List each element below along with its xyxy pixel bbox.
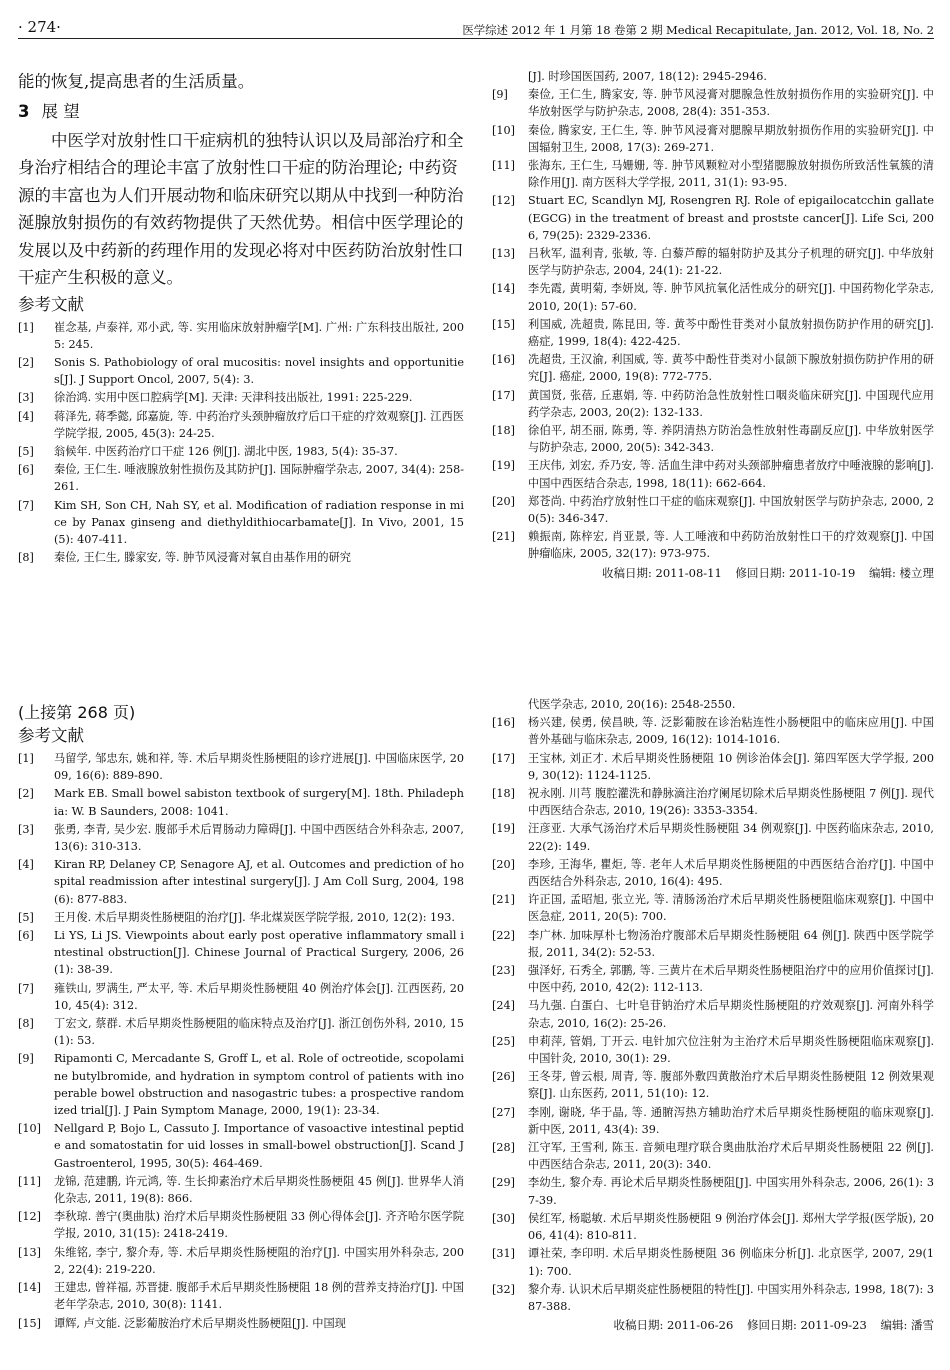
reference-text: 王宝林, 刘正才. 术后早期炎性肠梗阻 10 例诊治体会[J]. 第四军医大学学报, 2009, 30(12): 1124-1125. (528, 751, 934, 782)
page-number: · 274· (18, 18, 61, 36)
reference-text: 江守军, 王雪利, 陈玉. 音频电理疗联合奥曲肽治疗术后早期炎性肠梗阻 22 例[J]. 中西医结合杂志, 2011, 20(3): 340. (528, 1141, 934, 1172)
reference-number: [6] (18, 463, 34, 477)
reference-item (18, 1208, 464, 1242)
reference-number: [14] (492, 282, 515, 296)
section-heading (18, 98, 464, 125)
reference-item (492, 856, 934, 890)
reference-text: 王建忠, 曾祥福, 苏晋捷. 腹部手术后早期炎性肠梗阻 18 例的营养支持治疗[J]. 中国老年学杂志, 2010, 30(8): 1141. (54, 1281, 464, 1312)
reference-number: [10] (18, 1122, 41, 1136)
reference-number: [17] (492, 388, 515, 402)
reference-item (492, 351, 934, 385)
reference-text: 王庆伟, 刘宏, 乔乃安, 等. 活血生津中药对头颈部肿瘤患者放疗中唾液腺的影响[J]. 中国中西医结合杂志, 1998, 18(11): 662-664. (528, 459, 934, 490)
reference-number: [20] (492, 494, 515, 508)
reference-number: [21] (492, 893, 515, 907)
reference-text: 侯红军, 杨聪敏. 术后早期炎性肠梗阻 9 例治疗体会[J]. 郑州大学学报(医学版), 2006, 41(4): 810-811. (528, 1211, 934, 1243)
reference-number: [4] (18, 409, 34, 423)
reference-number: [11] (492, 159, 515, 173)
references-heading: 参考文献 (18, 294, 84, 314)
reference-item (492, 1174, 934, 1208)
reference-text: 张海东, 王仁生, 马姗姗, 等. 肿节风颗粒对小型猪腮腺放射损伤所致活性氧簇的清除作用[J]. 南方医科大学学报, 2011, 31(1): 93-95. (528, 159, 934, 190)
reference-item (18, 1315, 464, 1332)
reference-item (492, 157, 934, 191)
reference-text: 徐治鸿. 实用中医口腔病学[M]. 天津: 天津科技出版社, 1991: 225-229. (54, 391, 413, 405)
reference-text: 张勇, 李青, 吴少宏. 腹部手术后胃肠动力障碍[J]. 中国中西医结合外科杂志, 2007, 13(6): 310-313. (54, 822, 464, 854)
reference-text: 申莉萍, 管娟, 丁开云. 电针加穴位注射为主治疗术后早期炎性肠梗阻临床观察[J]. 中国针灸, 2010, 30(1): 29. (528, 1034, 934, 1066)
reference-item (492, 750, 934, 784)
reference-item (18, 821, 464, 855)
received-date: 收稿日期: 2011-06-26 (613, 1318, 734, 1333)
reference-text: 王冬芽, 曾云根, 周青, 等. 腹部外敷四黄散治疗术后早期炎性肠梗阻 12 例效果观察[J]. 山东医药, 2011, 51(10): 12. (528, 1070, 934, 1101)
reference-item (492, 820, 934, 854)
reference-text: 秦俭, 王仁生, 滕家安, 等. 肿节风浸膏对氧自由基作用的研究 (54, 551, 351, 565)
reference-text: 杨兴建, 侯勇, 侯昌映, 等. 泛影葡胺在诊治粘连性小肠梗阻中的临床应用[J]. 中国普外基础与临床杂志, 2009, 16(12): 1014-1016. (528, 716, 934, 747)
received-date: 收稿日期: 2011-08-11 (601, 565, 722, 580)
reference-text: 强泽好, 石秀全, 郭鹏, 等. 三黄片在术后早期炎性肠梗阻治疗中的应用价值探讨[J]. 中医中药, 2010, 42(2): 112-113. (528, 964, 934, 995)
body-paragraph: 中医学对放射性口干症病机的独特认识以及局部治疗和全身治疗相结合的理论丰富了放射性口干症的防治理论; 中药资源的丰富也为人们开展动物和临床研究以期从中找到一种防治涎腺放射损伤的有效药物提供了天然优势。相信中医学理论的发展以及中药新的药理作用的发现必将对中医药防治放射性口干症产生积极的意义。 (18, 130, 464, 287)
article-dates (492, 564, 934, 582)
reference-item (492, 962, 934, 996)
reference-number: [1] (18, 320, 34, 334)
reference-number: [29] (492, 1176, 515, 1190)
reference-text: 冼超贵, 王汉渝, 利国威, 等. 黄芩中酚性苷类对小鼠颌下腺放射损伤防护作用的研究[J]. 癌症, 2000, 19(8): 772-775. (528, 353, 934, 384)
reference-text: 赖振南, 陈梓宏, 肖亚景, 等. 人工唾液和中药防治放射性口干的疗效观察[J]. 中国肿瘤临床, 2005, 32(17): 973-975. (528, 530, 934, 561)
reference-number: [19] (492, 822, 515, 836)
reference-item (492, 997, 934, 1031)
reference-list (492, 714, 934, 1315)
reference-text: Kiran RP, Delaney CP, Senagore AJ, et al. Outcomes and prediction of hospital readmission after intestinal surgery[J]. J Am Coll Surg, 2004, 198(6): 877-883. (54, 858, 464, 906)
reference-number: [26] (492, 1070, 515, 1084)
editor: 编辑: 楼立理 (868, 565, 934, 580)
reference-item (18, 443, 464, 460)
reference-text: 龙锦, 范建鹏, 许元鸿, 等. 生长抑素治疗术后早期炎性肠梗阻 45 例[J]. 世界华人消化杂志, 2011, 19(8): 866. (54, 1174, 464, 1206)
page-header (18, 14, 934, 39)
reference-text: 马九强. 白蛋白、七叶皂苷钠治疗术后早期炎性肠梗阻的疗效观察[J]. 河南外科学杂志, 2010, 16(2): 25-26. (528, 999, 934, 1030)
reference-number: [30] (492, 1211, 515, 1225)
journal-running-title: 医学综述 2012 年 1 月第 18 卷第 2 期 Medical Recapitulate, Jan. 2012, Vol. 18, No. 2 (462, 23, 934, 37)
reference-item (492, 422, 934, 456)
reference-item (18, 1244, 464, 1278)
reference-item (18, 1279, 464, 1313)
article1-right-column (492, 68, 934, 582)
reference-number: [25] (492, 1034, 515, 1048)
editor: 编辑: 潘雪 (880, 1318, 934, 1333)
section-title: 展 望 (41, 101, 80, 121)
reference-text: 李幼生, 黎介寿. 再论术后早期炎性肠梗阻[J]. 中国实用外科杂志, 2006, 26(1): 37-39. (528, 1176, 934, 1207)
reference-item (492, 387, 934, 421)
reference-number: [9] (18, 1052, 34, 1066)
reference-text: 许正国, 孟昭旭, 张立光, 等. 清肠汤治疗术后早期炎性肠梗阻临床观察[J]. 中国中医急症, 2011, 20(5): 700. (528, 893, 934, 924)
reference-number: [3] (18, 391, 34, 405)
reference-number: [28] (492, 1141, 515, 1155)
reference-item (18, 389, 464, 406)
reference-number: [12] (492, 194, 515, 208)
reference-text: Stuart EC, Scandlyn MJ, Rosengren RJ. Role of epigailocatcchin gallate(EGCG) in the treatment of breast and prostste cancer[J]. Life Sci, 2006, 79(25): 2329-2336. (528, 194, 934, 242)
reference-number: [16] (492, 716, 515, 730)
revised-date: 修回日期: 2011-09-23 (746, 1318, 867, 1333)
reference-number: [9] (492, 88, 508, 102)
reference-number: [27] (492, 1105, 515, 1119)
reference-text: 谭社荣, 李印明. 术后早期炎性肠梗阻 36 例临床分析[J]. 北京医学, 2007, 29(11): 700. (528, 1247, 934, 1278)
reference-continuation: [J]. 时珍国医国药, 2007, 18(12): 2945-2946. (528, 70, 767, 83)
section-number: 3 (18, 101, 30, 121)
reference-item (18, 497, 464, 549)
reference-text: Ripamonti C, Mercadante S, Groff L, et al. Role of octreotide, scopolamine butylbromide, and hydration in symptom control of patients with inoperable bowel obstruction and nasogastric tubes: a prospective randomized trial[J]. J Pain Symptom Manage, 2000, 19(1): 23-34. (54, 1052, 464, 1118)
reference-list (492, 86, 934, 562)
reference-continuation: 代医学杂志, 2010, 20(16): 2548-2550. (528, 698, 736, 711)
article1-left-column (18, 68, 464, 567)
reference-item (18, 750, 464, 784)
reference-number: [5] (18, 910, 34, 924)
reference-text: 李秋琼. 善宁(奥曲肽) 治疗术后早期炎性肠梗阻 33 例心得体会[J]. 齐齐哈尔医学院学报, 2010, 31(15): 2418-2419. (54, 1210, 464, 1241)
reference-number: [20] (492, 857, 515, 871)
reference-text: 崔念基, 卢泰祥, 邓小武, 等. 实用临床放射肿瘤学[M]. 广州: 广东科技出版社, 2005: 245. (54, 320, 464, 351)
reference-item (492, 528, 934, 562)
reference-item (18, 354, 464, 388)
reference-item (18, 1120, 464, 1172)
reference-item (492, 1245, 934, 1279)
reference-text: 谭辉, 卢文能. 泛影葡胺治疗术后早期炎性肠梗阻[J]. 中国现 (54, 1316, 346, 1330)
reference-text: 秦俭, 王仁生, 腾家安, 等. 肿节风浸膏对腮腺急性放射损伤作用的实验研究[J]. 中华放射医学与防护杂志, 2008, 28(4): 351-353. (528, 88, 934, 119)
reference-number: [24] (492, 999, 515, 1013)
reference-item (18, 461, 464, 495)
reference-number: [18] (492, 787, 515, 801)
reference-text: 李珍, 王海华, 瞿炬, 等. 老年人术后早期炎性肠梗阻的中西医结合治疗[J]. 中国中西医结合外科杂志, 2010, 16(4): 495. (528, 857, 934, 889)
reference-list (18, 319, 464, 567)
reference-text: 利国威, 冼超贵, 陈昆田, 等. 黄芩中酚性苷类对小鼠放射损伤防护作用的研究[J]. 癌症, 1999, 18(4): 422-425. (528, 317, 934, 349)
reference-text: 王月俊. 术后早期炎性肠梗阻的治疗[J]. 华北煤炭医学院学报, 2010, 12(2): 193. (54, 910, 455, 924)
reference-text: 黎介寿. 认识术后早期炎症性肠梗阻的特性[J]. 中国实用外科杂志, 1998, 18(7): 387-388. (528, 1282, 934, 1313)
reference-number: [21] (492, 530, 515, 544)
reference-item (18, 549, 464, 566)
reference-number: [4] (18, 858, 34, 872)
reference-item (492, 1210, 934, 1244)
reference-text: 李广林. 加味厚朴七物汤治疗腹部术后早期炎性肠梗阻 64 例[J]. 陕西中医学院学报, 2011, 34(2): 52-53. (528, 928, 934, 959)
reference-number: [11] (18, 1174, 41, 1188)
reference-number: [12] (18, 1210, 41, 1224)
reference-number: [3] (18, 822, 34, 836)
article2-right-column (492, 696, 934, 1334)
reference-text: 蒋泽先, 蒋季懿, 邱嘉旋, 等. 中药治疗头颈肿瘤放疗后口干症的疗效观察[J]. 江西医学院学报, 2005, 45(3): 24-25. (54, 409, 464, 440)
reference-number: [7] (18, 981, 34, 995)
reference-text: 秦俭, 腾家安, 王仁生, 等. 肿节风浸膏对腮腺早期放射损伤作用的实验研究[J]. 中国辐射卫生, 2008, 17(3): 269-271. (528, 123, 934, 154)
reference-number: [15] (18, 1316, 41, 1330)
revised-date: 修回日期: 2011-10-19 (735, 565, 856, 580)
reference-item (492, 122, 934, 156)
reference-number: [13] (492, 247, 515, 261)
references-heading: 参考文献 (18, 726, 84, 745)
reference-number: [10] (492, 123, 515, 137)
reference-text: 雍铁山, 罗满生, 严太平, 等. 术后早期炎性肠梗阻 40 例治疗体会[J]. 江西医药, 2010, 45(4): 312. (54, 981, 464, 1012)
reference-number: [17] (492, 751, 515, 765)
reference-item (492, 1068, 934, 1102)
reference-number: [14] (18, 1281, 41, 1295)
reference-number: [18] (492, 424, 515, 438)
reference-text: 马留学, 邹忠东, 姚和祥, 等. 术后早期炎性肠梗阻的诊疗进展[J]. 中国临床医学, 2009, 16(6): 889-890. (54, 752, 464, 783)
reference-item (18, 909, 464, 926)
reference-item (492, 785, 934, 819)
intro-text: 能的恢复,提高患者的生活质量。 (18, 72, 255, 91)
reference-text: 吕秋军, 温利青, 张敏, 等. 白藜芦醇的辐射防护及其分子机理的研究[J]. 中华放射医学与防护杂志, 2004, 24(1): 21-22. (528, 247, 934, 278)
reference-number: [23] (492, 964, 515, 978)
article-dates (492, 1316, 934, 1334)
reference-number: [2] (18, 355, 34, 369)
reference-number: [32] (492, 1282, 515, 1296)
reference-number: [7] (18, 498, 34, 512)
reference-number: [15] (492, 317, 515, 331)
reference-number: [8] (18, 551, 34, 565)
reference-text: 秦俭, 王仁生. 唾液腺放射性损伤及其防护[J]. 国际肿瘤学杂志, 2007, 34(4): 258-261. (54, 463, 464, 494)
reference-text: 郑苍尚. 中药治疗放射性口干症的临床观察[J]. 中国放射医学与防护杂志, 2000, 20(5): 346-347. (528, 494, 934, 526)
reference-text: Sonis S. Pathobiology of oral mucositis: novel insights and opportunities[J]. J Support Oncol, 2007, 5(4): 3. (54, 355, 464, 387)
reference-number: [19] (492, 459, 515, 473)
reference-item (492, 493, 934, 527)
reference-item (18, 319, 464, 353)
reference-number: [6] (18, 929, 34, 943)
reference-item (492, 1139, 934, 1173)
reference-item (18, 927, 464, 979)
reference-item (492, 1104, 934, 1138)
reference-item (492, 1033, 934, 1067)
reference-text: 李刚, 谢晓, 华于晶, 等. 通腑泻热方辅助治疗术后早期炎性肠梗阻的临床观察[J]. 新中医, 2011, 43(4): 39. (528, 1105, 934, 1136)
reference-text: Kim SH, Son CH, Nah SY, et al. Modification of radiation response in mice by Panax ginseng and diethyldithiocarbamate[J]. In Vivo, 2001, 15(5): 407-411. (54, 498, 464, 546)
reference-number: [13] (18, 1245, 41, 1259)
reference-text: Nellgard P, Bojo L, Cassuto J. Importance of vasoactive intestinal peptide and somatostatin for uid losses in small-bowel obstruction[J]. Scand J Gastroenterol, 1995, 30(5): 464-469. (54, 1122, 464, 1170)
reference-text: 祝永刚. 川芎 腹腔灌洗和静脉滴注治疗阑尾切除术后早期炎性肠梗阻 7 例[J]. 现代中西医结合杂志, 2010, 19(26): 3353-3354. (528, 787, 934, 818)
reference-item (18, 1173, 464, 1207)
reference-number: [31] (492, 1247, 515, 1261)
reference-number: [22] (492, 928, 515, 942)
reference-text: 徐伯平, 胡丕丽, 陈勇, 等. 养阴清热方防治急性放射性毒副反应[J]. 中华放射医学与防护杂志, 2000, 20(5): 342-343. (528, 424, 934, 455)
reference-text: Mark EB. Small bowel sabiston textbook of surgery[M]. 18th. Philadephia: W. B Saunders, 2008: 1041. (54, 787, 464, 818)
reference-item (492, 280, 934, 314)
reference-item (18, 856, 464, 908)
reference-number: [8] (18, 1017, 34, 1031)
reference-item (492, 86, 934, 120)
reference-number: [1] (18, 752, 34, 765)
reference-item (492, 1281, 934, 1315)
reference-text: 李先霞, 黄明菊, 李妍岚, 等. 肿节风抗氧化活性成分的研究[J]. 中国药物化学杂志, 2010, 20(1): 57-60. (528, 282, 934, 313)
reference-text: 朱维铭, 李宁, 黎介寿, 等. 术后早期炎性肠梗阻的治疗[J]. 中国实用外科杂志, 2002, 22(4): 219-220. (54, 1245, 464, 1276)
reference-item (492, 927, 934, 961)
reference-number: [16] (492, 353, 515, 367)
reference-text: 汪彦亚. 大承气汤治疗术后早期炎性肠梗阻 34 例观察[J]. 中医药临床杂志, 2010, 22(2): 149. (528, 822, 934, 853)
reference-item (18, 1015, 464, 1049)
reference-item (18, 785, 464, 819)
reference-item (492, 891, 934, 925)
continued-from-note: (上接第 268 页) (18, 703, 136, 722)
reference-number: [2] (18, 787, 34, 801)
reference-text: Li YS, Li JS. Viewpoints about early post operative inflammatory small intestinal obstruction[J]. Chinese Journal of Practical Surgery, 2006, 26(1): 38-39. (54, 929, 464, 977)
reference-number: [5] (18, 444, 34, 458)
reference-item (492, 192, 934, 244)
reference-item (18, 408, 464, 442)
reference-item (18, 1050, 464, 1119)
reference-item (492, 245, 934, 279)
reference-item (492, 457, 934, 491)
reference-text: 翁候年. 中医药治疗口干症 126 例[J]. 湖北中医, 1983, 5(4): 35-37. (54, 444, 398, 458)
reference-item (492, 316, 934, 350)
reference-text: 黄国贤, 张蓓, 丘惠娟, 等. 中药防治急性放射性口咽炎临床研究[J]. 中国现代应用药学杂志, 2003, 20(2): 132-133. (528, 388, 934, 419)
reference-text: 丁宏文, 蔡群. 术后早期炎性肠梗阻的临床特点及治疗[J]. 浙江创伤外科, 2010, 15(1): 53. (54, 1017, 464, 1048)
reference-list (18, 750, 464, 1332)
reference-item (492, 714, 934, 748)
article2-left-column (18, 700, 464, 1333)
reference-item (18, 980, 464, 1014)
